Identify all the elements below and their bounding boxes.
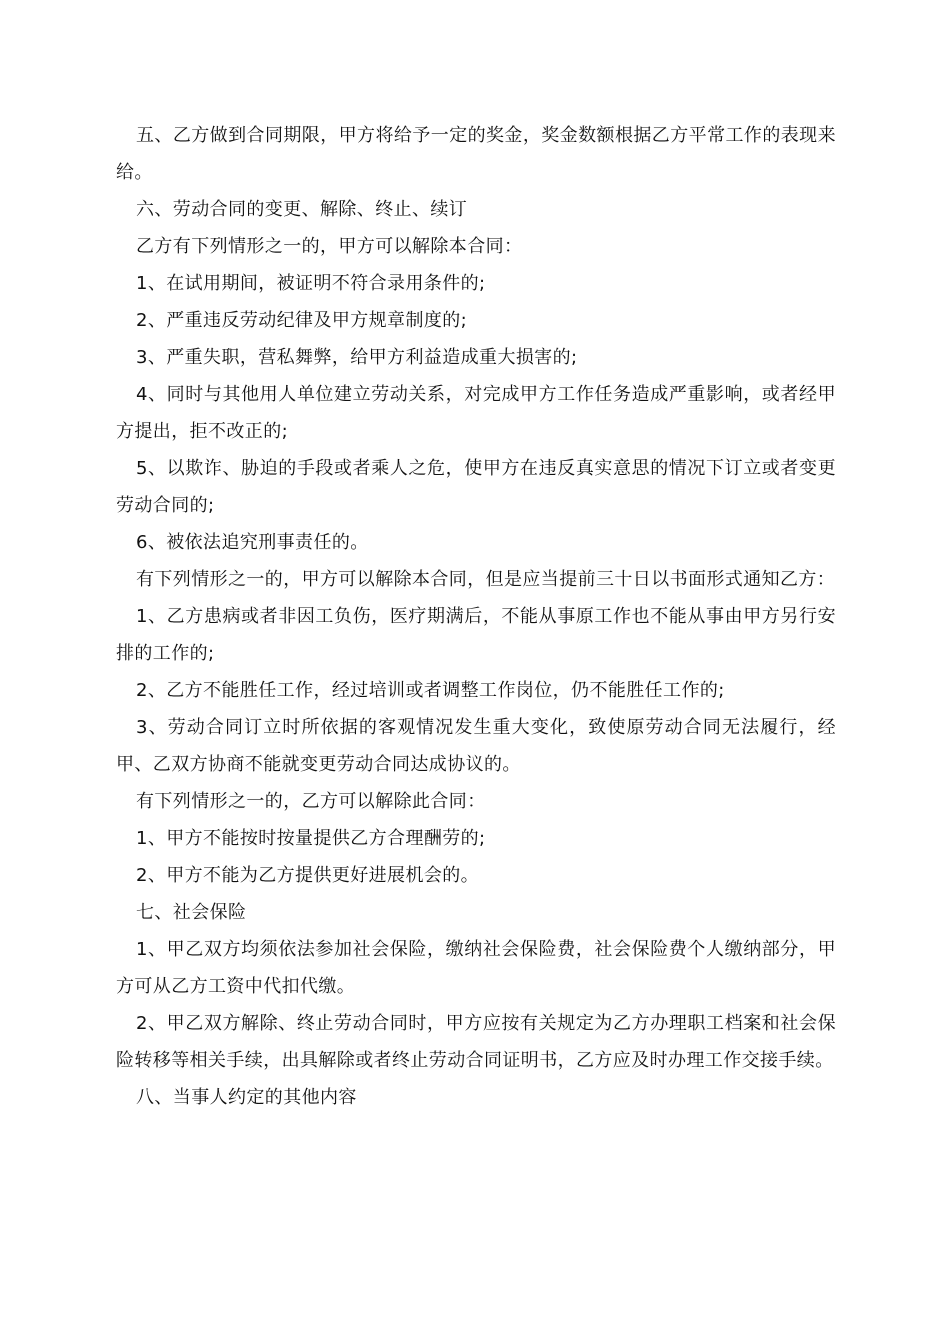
paragraph-notice-termination: 有下列情形之一的，甲方可以解除本合同，但是应当提前三十日以书面形式通知乙方： bbox=[136, 569, 836, 590]
paragraph-party-a-may-terminate: 乙方有下列情形之一的，甲方可以解除本合同： bbox=[136, 236, 523, 257]
list-item: 2、甲方不能为乙方提供更好进展机会的。 bbox=[136, 865, 480, 886]
paragraph-party-b-may-terminate: 有下列情形之一的，乙方可以解除此合同： bbox=[136, 791, 486, 812]
list-item: 6、被依法追究刑事责任的。 bbox=[136, 532, 369, 553]
list-item: 1、在试用期间，被证明不符合录用条件的; bbox=[136, 273, 486, 294]
list-item: 2、甲乙双方解除、终止劳动合同时，甲方应按有关规定为乙方办理职工档案和社会保险转移等相关手续，出具解除或者终止劳动合同证明书，乙方应及时办理工作交接手续。 bbox=[116, 1013, 836, 1071]
list-item: 5、以欺诈、胁迫的手段或者乘人之危，使甲方在违反真实意思的情况下订立或者变更劳动合同的; bbox=[116, 458, 836, 516]
section-heading-eight: 八、当事人约定的其他内容 bbox=[136, 1087, 357, 1108]
list-item: 1、甲乙双方均须依法参加社会保险，缴纳社会保险费，社会保险费个人缴纳部分，甲方可从乙方工资中代扣代缴。 bbox=[116, 939, 836, 997]
paragraph-bonus: 五、乙方做到合同期限，甲方将给予一定的奖金，奖金数额根据乙方平常工作的表现来给。 bbox=[116, 125, 836, 183]
list-item: 3、严重失职，营私舞弊，给甲方利益造成重大损害的; bbox=[136, 347, 578, 368]
list-item: 3、劳动合同订立时所依据的客观情况发生重大变化，致使原劳动合同无法履行，经甲、乙双方协商不能就变更劳动合同达成协议的。 bbox=[116, 717, 836, 775]
section-heading-seven: 七、社会保险 bbox=[136, 902, 247, 923]
document-body bbox=[116, 117, 836, 1116]
list-item: 4、同时与其他用人单位建立劳动关系，对完成甲方工作任务造成严重影响，或者经甲方提出，拒不改正的; bbox=[116, 384, 836, 442]
list-item: 2、乙方不能胜任工作，经过培训或者调整工作岗位，仍不能胜任工作的; bbox=[136, 680, 725, 701]
list-item: 1、甲方不能按时按量提供乙方合理酬劳的; bbox=[136, 828, 486, 849]
list-item: 1、乙方患病或者非因工负伤，医疗期满后，不能从事原工作也不能从事由甲方另行安排的工作的; bbox=[116, 606, 836, 664]
list-item: 2、严重违反劳动纪律及甲方规章制度的; bbox=[136, 310, 468, 331]
section-heading-six: 六、劳动合同的变更、解除、终止、续订 bbox=[136, 199, 468, 220]
